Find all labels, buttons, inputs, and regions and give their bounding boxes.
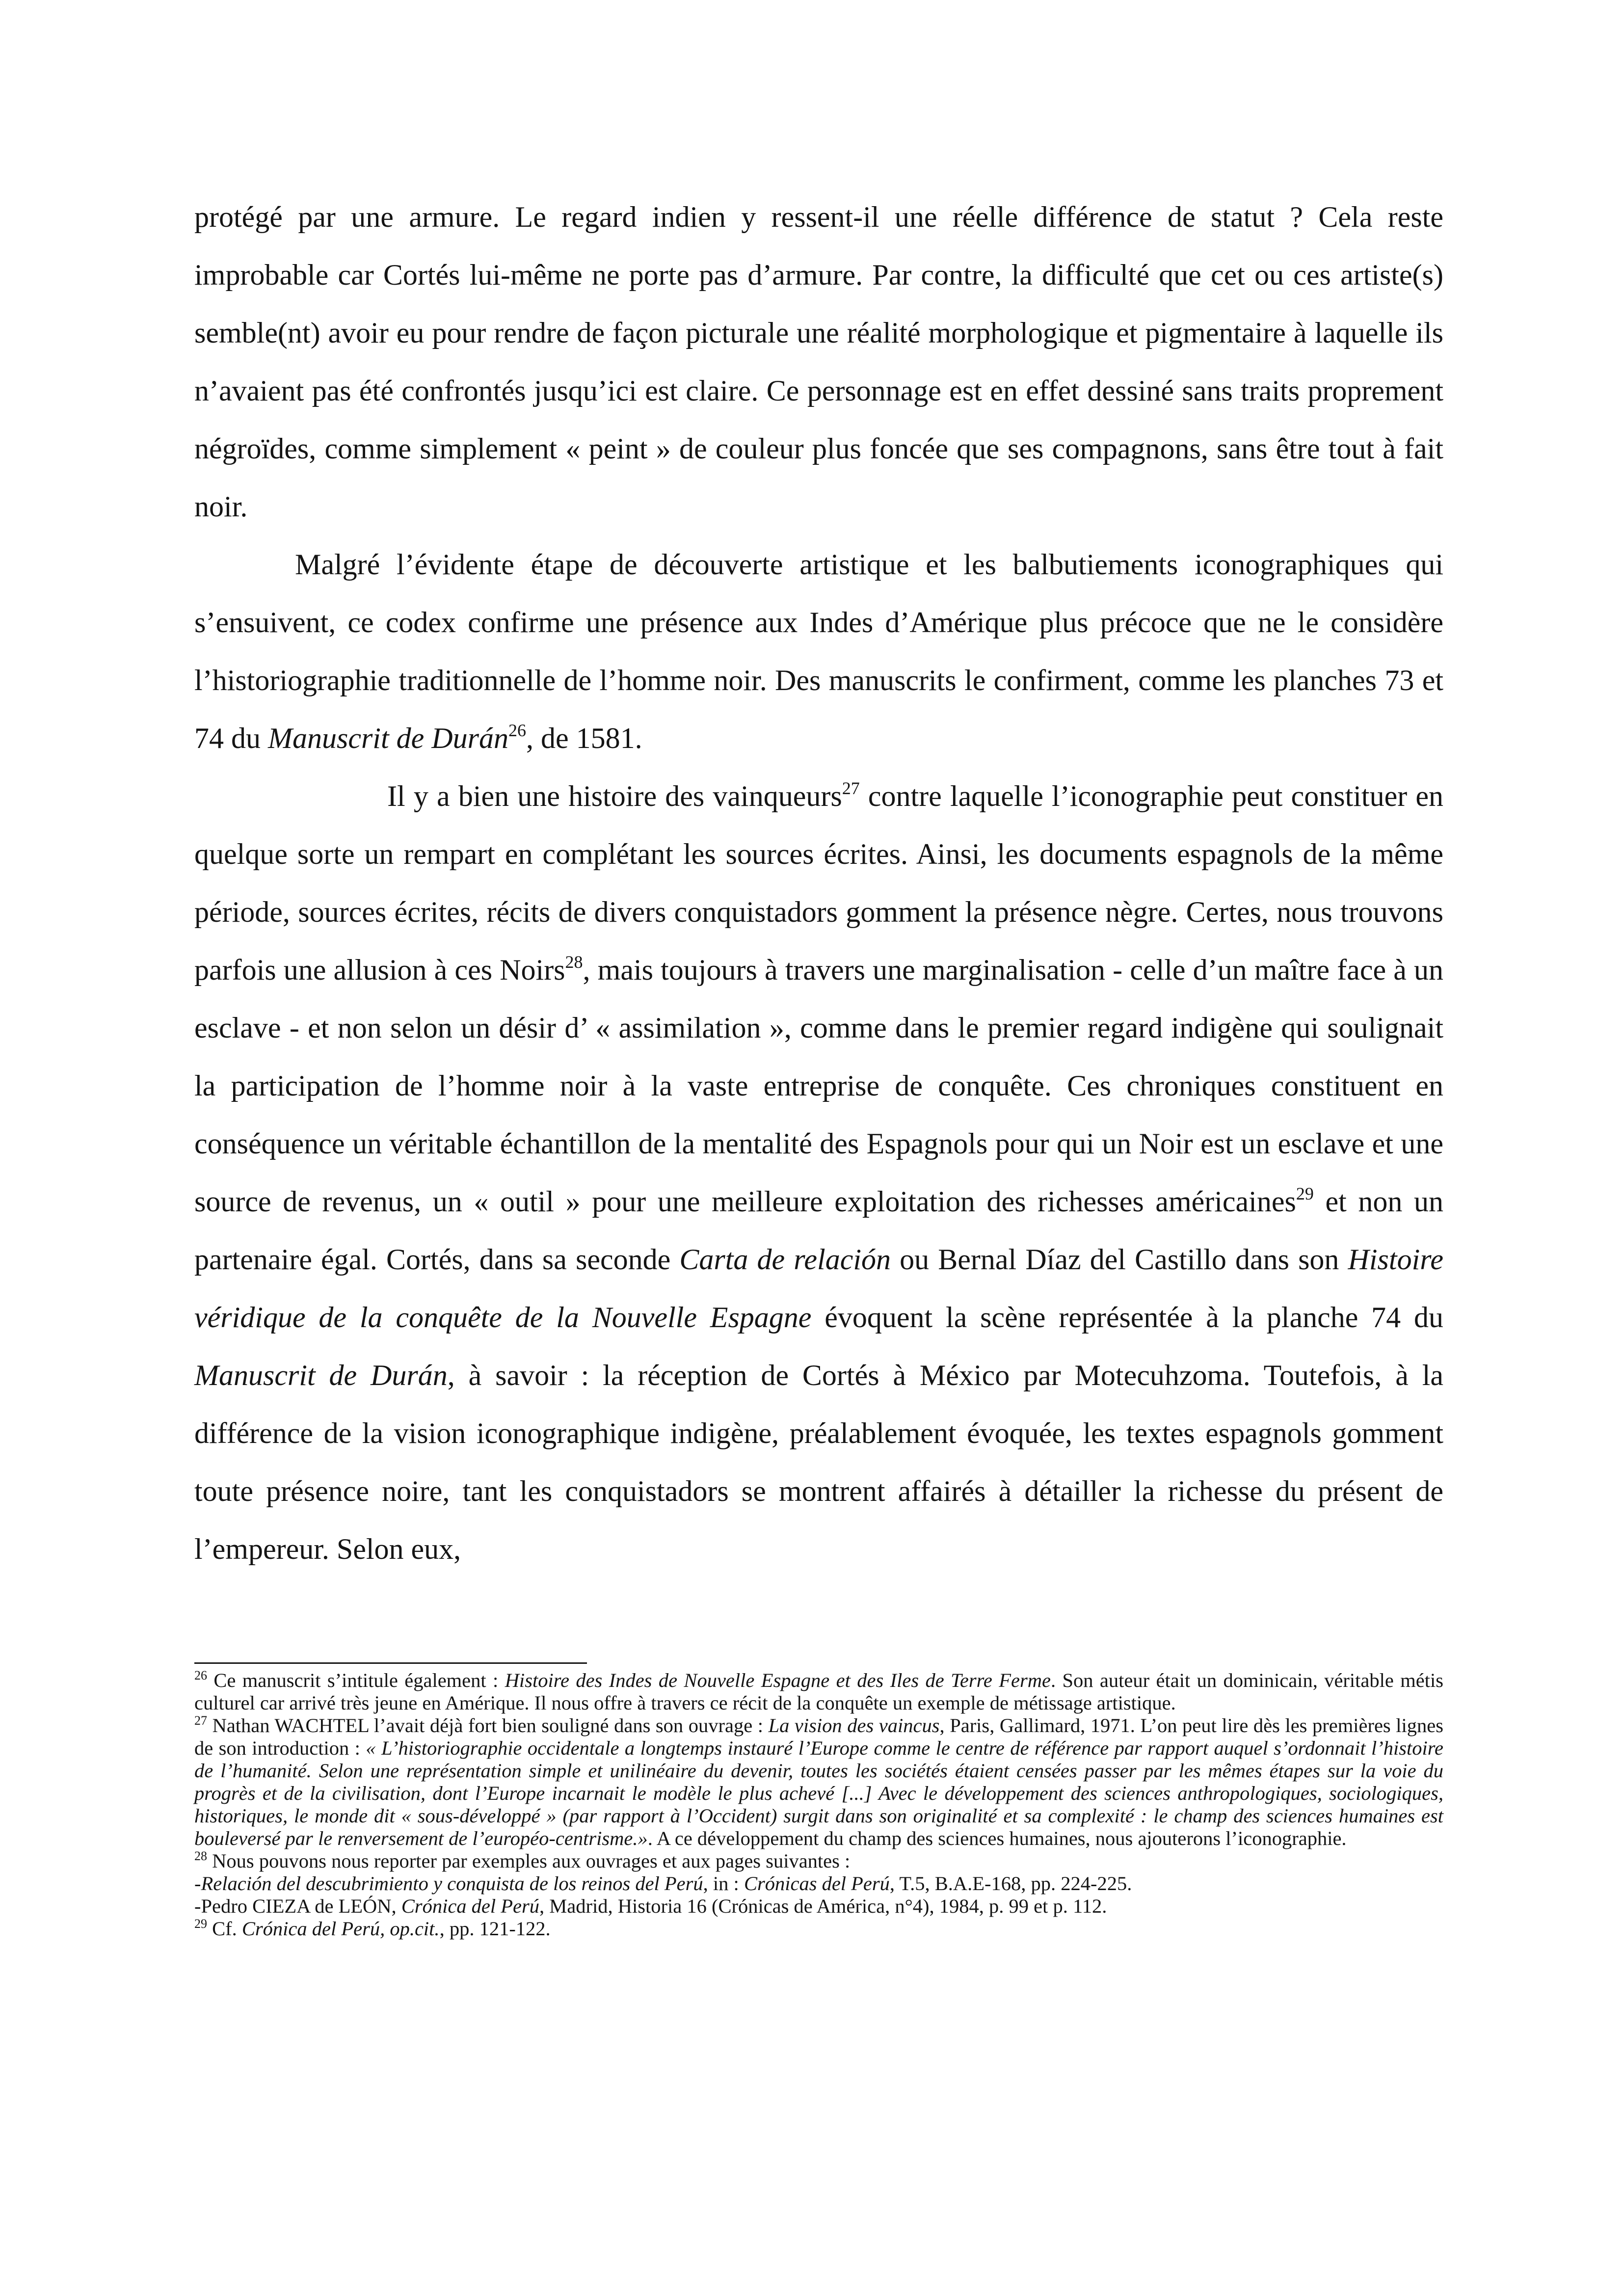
footnote-28: $^{28}$ Nous pouvons nous reporter par exemples aux ouvrages et aux pages suivantes : xyxy=(194,1849,851,1872)
title-histoire-veridique: Histoire véridique de la conquête de la Nouvelle Espagne xyxy=(194,1243,1443,1334)
footnote-26: $^{26}$ Ce manuscrit s’intitule également : Histoire des Indes de Nouvelle Espagne et des Iles de Terre Ferme. Son auteur était un dominicain, véritable métis culturel car arrivé très jeune en Amérique. Il nous offre à travers ce récit de la conquête un exemple de métissage artistique. xyxy=(194,1668,1444,1714)
footnote-number: 29 xyxy=(194,1917,207,1931)
body-paragraph-1: protégé par une armure. Le regard indien y ressent-il une réelle différence de statut ? Cela reste improbable car Cortés lui-même ne porte pas d’armure. Par contre, la difficulté que cet ou ces artiste(s) semble(nt) avoir eu pour rendre de façon picturale une réalité morphologique et pigmentaire à laquelle ils n’avaient pas été confrontés jusqu’ici est claire. Ce personnage est en effet dessiné sans traits proprement négroïdes, comme simplement « peint » de couleur plus foncée que ses compagnons, sans être tout à fait noir. xyxy=(194,201,1443,523)
footnote-number: 28 xyxy=(194,1849,207,1863)
footnote-separator xyxy=(194,1662,587,1664)
footnote-quotation: « L’historiographie occidentale a longtemps instauré l’Europe comme le centre de référence par rapport auquel s’ordonnait l’histoire de l’humanité. Selon une représentation simple et unilinéaire du devenir, toutes les sociétés étaient censées passer par les mêmes étapes sur la voie du progrès et de la civilisation, dont l’Europe incarnait le modèle le plus achevé [...] Avec le développement des sciences anthropologiques, sociologiques, historiques, le monde dit « sous-développé » (par rapport à l’Occident) surgit dans son originalité et sa complexité : le champ des sciences humaines est bouleversé par le renversement de l’européo-centrisme.» xyxy=(194,1737,1443,1849)
footnote-27: $^{27}$ Nathan WACHTEL l’avait déjà fort bien souligné dans son ouvrage : La vision des vaincus, Paris, Gallimard, 1971. L’on peut lire dès les premières lignes de son introduction : « L’historiographie occidentale a longtemps instauré l’Europe comme le centre de référence par rapport auquel s’ordonnait l’histoire de l’humanité. Selon une représentation simple et unilinéaire du devenir, toutes les sociétés étaient censées passer par les mêmes étapes sur la voie du progrès et de la civilisation, dont l’Europe incarnait le modèle le plus achevé [...] Avec le développement des sciences anthropologiques, sociologiques, historiques, le monde dit « sous-développé » (par rapport à l’Occident) surgit dans son originalité et sa complexité : le champ des sciences humaines est bouleversé par le renversement de l’européo-centrisme.». A ce développement du champ des sciences humaines, nous ajouterons l’iconographie. xyxy=(194,1713,1443,1849)
footnote-number: 26 xyxy=(194,1668,207,1682)
title-manuscrit-de-duran: Manuscrit de Durán xyxy=(194,1359,448,1391)
footnote-ref-28[interactable]: 28 xyxy=(565,952,583,972)
body-paragraph-3: Il y a bien une histoire des vainqueurs$^{27}$ contre laquelle l’iconographie peut constituer en quelque sorte un rempart en complétant les sources écrites. Ainsi, les documents espagnols de la même période, sources écrites, récits de divers conquistadors gomment la présence nègre. Certes, nous trouvons parfois une allusion à ces Noirs$^{28}$, mais toujours à travers une marginalisation - celle d’un maître face à un esclave - et non selon un désir d’ « assimilation », comme dans le premier regard indigène qui soulignait la participation de l’homme noir à la vaste entreprise de conquête. Ces chroniques constituent en conséquence un véritable échantillon de la mentalité des Espagnols pour qui un Noir est un esclave et une source de revenus, un « outil » pour une meilleure exploitation des richesses américaines$^{29}$ et non un partenaire égal. Cortés, dans sa seconde Carta de relación ou Bernal Díaz del Castillo dans son Histoire véridique de la conquête de la Nouvelle Espagne évoquent la scène représentée à la planche 74 du Manuscrit de Durán, à savoir : la réception de Cortés à México par Motecuhzoma. Toutefois, à la différence de la vision iconographique indigène, préalablement évoquée, les textes espagnols gomment toute présence noire, tant les conquistadors se montrent affairés à détailler la richesse du présent de l’empereur. Selon eux, xyxy=(194,778,1443,1565)
footnote-ref-26[interactable]: 26 xyxy=(508,721,526,740)
body-paragraph-2: Malgré l’évidente étape de découverte artistique et les balbutiements iconographiques qui s’ensuivent, ce codex confirme une présence aux Indes d’Amérique plus précoce que ne le considère l’historiographie traditionnelle de l’homme noir. Des manuscrits le confirment, comme les planches 73 et 74 du Manuscrit de Durán$^{26}$, de 1581. xyxy=(194,548,1443,754)
footnote-ref-29[interactable]: 29 xyxy=(1296,1184,1314,1203)
footnote-28-reference-2: -Pedro CIEZA de LEÓN, Crónica del Perú, Madrid, Historia 16 (Crónicas de América, n°4), 1984, p. 99 et p. 112. xyxy=(194,1895,1107,1917)
title-manuscrit-de-duran: Manuscrit de Durán xyxy=(268,722,508,754)
footnote-number: 27 xyxy=(194,1713,207,1728)
footnote-28-reference-1: -Relación del descubrimiento y conquista de los reinos del Perú, in : Crónicas del Perú, T.5, B.A.E-168, pp. 224-225. xyxy=(194,1872,1132,1895)
title-carta-de-relacion: Carta de relación xyxy=(679,1243,891,1276)
footnote-ref-27[interactable]: 27 xyxy=(842,778,860,798)
footnotes-section xyxy=(194,1669,1443,1940)
footnote-29: $^{29}$ Cf. Crónica del Perú, op.cit., pp. 121-122. xyxy=(194,1917,551,1940)
main-body-text xyxy=(194,188,1443,1578)
